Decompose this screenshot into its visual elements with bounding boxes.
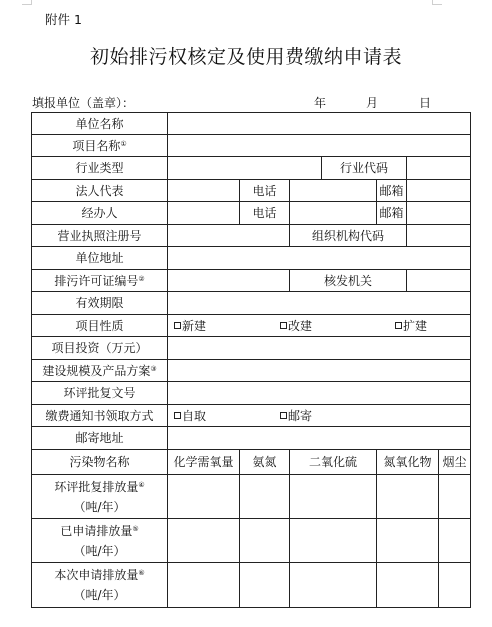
value-applied-nox[interactable] [377, 519, 439, 563]
field-unit-address[interactable] [168, 247, 471, 270]
value-current-so2[interactable] [290, 563, 377, 608]
row-scale-plan [32, 360, 471, 382]
header-ammonia: 氨氮 [240, 450, 290, 475]
label-industry-type: 行业类型 [32, 157, 168, 180]
label-legal-rep: 法人代表 [32, 180, 168, 202]
row-notice-method [32, 405, 471, 427]
field-handler[interactable] [168, 202, 240, 225]
value-current-cod[interactable] [168, 563, 240, 608]
form-title: 初始排污权核定及使用费缴纳申请表 [89, 46, 402, 68]
field-phone[interactable] [290, 180, 377, 202]
label-handler: 经办人 [32, 202, 168, 225]
field-eia-approval-no[interactable] [168, 382, 471, 405]
field-project-name[interactable] [168, 135, 471, 157]
field-industry-type[interactable] [168, 157, 322, 180]
value-eia-so2[interactable] [290, 475, 377, 519]
date-month-label: 月 [366, 96, 379, 110]
checkbox-icon[interactable] [174, 322, 181, 329]
field-industry-code[interactable] [407, 157, 471, 180]
field-org-code[interactable] [407, 225, 471, 247]
label-phone: 电话 [240, 180, 290, 202]
option-new-build[interactable]: 新建 [174, 319, 280, 333]
value-applied-so2[interactable] [290, 519, 377, 563]
checkbox-icon[interactable] [174, 412, 181, 419]
row-unit-address [32, 247, 471, 270]
checkbox-icon[interactable] [395, 322, 402, 329]
label-phone-2: 电话 [240, 202, 290, 225]
option-mail[interactable]: 邮寄 [280, 409, 312, 423]
label-unit-name: 单位名称 [32, 113, 168, 135]
label-mail-address: 邮寄地址 [32, 427, 168, 450]
value-eia-cod[interactable] [168, 475, 240, 519]
field-unit-name[interactable] [168, 113, 471, 135]
header-smoke-dust: 烟尘 [439, 450, 471, 475]
header-cod: 化学需氧量 [168, 450, 240, 475]
value-current-nox[interactable] [377, 563, 439, 608]
label-email: 邮箱 [377, 180, 407, 202]
value-eia-nox[interactable] [377, 475, 439, 519]
field-valid-period[interactable] [168, 292, 471, 315]
value-eia-smoke-dust[interactable] [439, 475, 471, 519]
label-notice-method: 缴费通知书领取方式 [32, 405, 168, 427]
application-form-table [31, 112, 471, 608]
value-applied-cod[interactable] [168, 519, 240, 563]
label-applied-emission: 已申请排放量⑤ （吨/年） [32, 519, 168, 563]
row-current-application [32, 563, 471, 608]
label-pollutant-name: 污染物名称 [32, 450, 168, 475]
row-valid-period [32, 292, 471, 315]
field-phone-2[interactable] [290, 202, 377, 225]
row-project-name [32, 135, 471, 157]
field-email-2[interactable] [407, 202, 471, 225]
row-mail-address [32, 427, 471, 450]
row-handler [32, 202, 471, 225]
date-year-label: 年 [314, 96, 327, 110]
label-unit-address: 单位地址 [32, 247, 168, 270]
row-pollutant-header [32, 450, 471, 475]
row-permit [32, 270, 471, 292]
header-so2: 二氧化硫 [290, 450, 377, 475]
field-mail-address[interactable] [168, 427, 471, 450]
field-scale-plan[interactable] [168, 360, 471, 382]
value-eia-ammonia[interactable] [240, 475, 290, 519]
row-investment [32, 337, 471, 360]
option-rebuild[interactable]: 改建 [280, 319, 395, 333]
field-issuing-authority[interactable] [407, 270, 471, 292]
row-legal-rep [32, 180, 471, 202]
header-nox: 氮氧化物 [377, 450, 439, 475]
label-eia-approval-no: 环评批复文号 [32, 382, 168, 405]
date-day-label: 日 [419, 96, 432, 110]
fill-unit-label: 填报单位（盖章）： [32, 96, 135, 110]
option-expand[interactable]: 扩建 [395, 319, 427, 333]
label-investment: 项目投资（万元） [32, 337, 168, 360]
crop-mark-right [432, 4, 442, 5]
row-industry [32, 157, 471, 180]
field-email[interactable] [407, 180, 471, 202]
value-applied-smoke-dust[interactable] [439, 519, 471, 563]
project-nature-options [168, 315, 471, 337]
row-eia-emission [32, 475, 471, 519]
label-project-name: 项目名称① [32, 135, 168, 157]
label-industry-code: 行业代码 [322, 157, 407, 180]
value-applied-ammonia[interactable] [240, 519, 290, 563]
crop-mark-left [22, 4, 32, 5]
label-eia-emission: 环评批复排放量④ （吨/年） [32, 475, 168, 519]
checkbox-icon[interactable] [280, 412, 287, 419]
option-self-pickup[interactable]: 自取 [174, 409, 280, 423]
label-license-reg-no: 营业执照注册号 [32, 225, 168, 247]
attachment-label: 附件 1 [45, 12, 82, 27]
row-project-nature [32, 315, 471, 337]
field-permit-no[interactable] [168, 270, 290, 292]
notice-method-options [168, 405, 471, 427]
label-current-application: 本次申请排放量⑥ （吨/年） [32, 563, 168, 608]
label-permit-no: 排污许可证编号② [32, 270, 168, 292]
label-org-code: 组织机构代码 [290, 225, 407, 247]
row-unit-name [32, 113, 471, 135]
label-project-nature: 项目性质 [32, 315, 168, 337]
label-email-2: 邮箱 [377, 202, 407, 225]
field-investment[interactable] [168, 337, 471, 360]
field-legal-rep[interactable] [168, 180, 240, 202]
field-license-reg-no[interactable] [168, 225, 290, 247]
row-license [32, 225, 471, 247]
checkbox-icon[interactable] [280, 322, 287, 329]
row-applied-emission [32, 519, 471, 563]
label-valid-period: 有效期限 [32, 292, 168, 315]
value-current-smoke-dust[interactable] [439, 563, 471, 608]
label-scale-plan: 建设规模及产品方案③ [32, 360, 168, 382]
value-current-ammonia[interactable] [240, 563, 290, 608]
row-eia-approval [32, 382, 471, 405]
label-issuing-authority: 核发机关 [290, 270, 407, 292]
